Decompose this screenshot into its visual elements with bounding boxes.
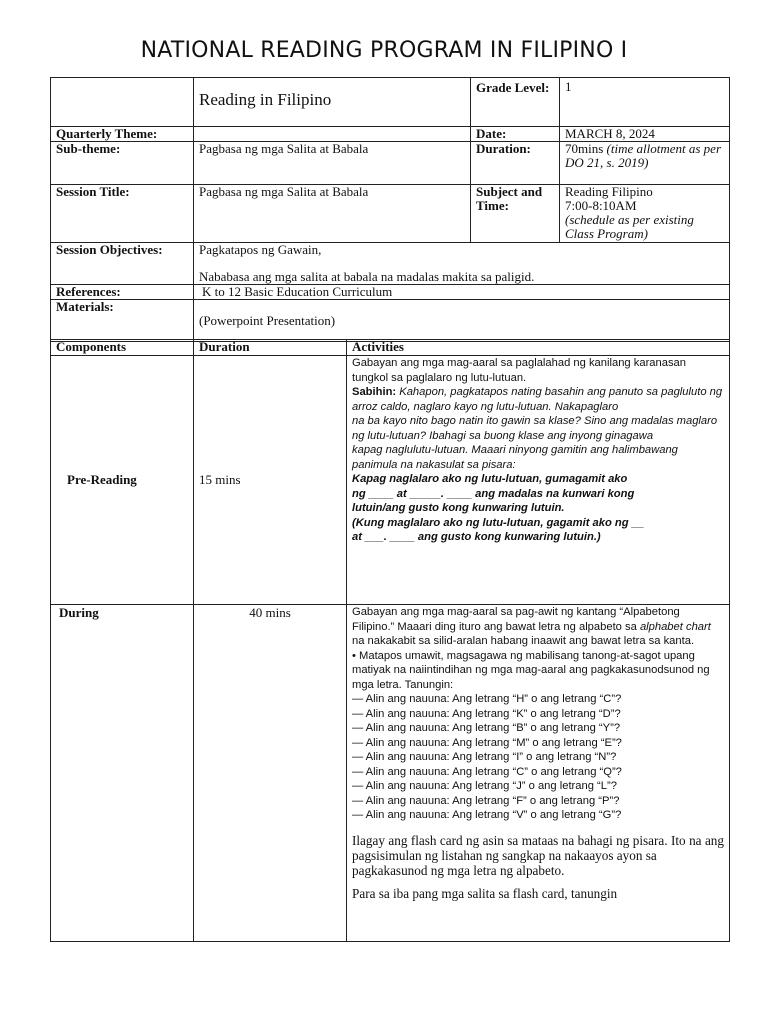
pre-reading-line: Kahapon, pagkatapos nating basahin ang panuto sa pagluluto ng arroz caldo, naglaro kayo ng lutu-lutuan. Nakapaglaro — [352, 386, 723, 413]
pre-reading-line: panimula na nakasulat sa pisara: — [352, 458, 516, 471]
subject-title: Reading in Filipino — [194, 78, 471, 127]
question-item: — Alin ang nauuna: Ang letrang “B” o ang letrang “Y”? — [352, 722, 621, 734]
alphabet-chart-term: alphabet chart — [639, 620, 711, 633]
session-title-value: Pagbasa ng mga Salita at Babala — [194, 185, 471, 243]
pre-reading-component: Pre-Reading — [51, 356, 194, 605]
during-paragraph-3: Ilagay ang flash card ng asin sa mataas na bahagi ng pisara. Ito na ang pagsisimulan ng listahan ng sangkap na nakaayos ayon sa — [352, 832, 724, 863]
subtheme-label: Sub-theme: — [51, 142, 194, 185]
materials-value: (Powerpoint Presentation) — [194, 300, 730, 342]
during-activities — [347, 605, 730, 942]
objectives-line-2: Nababasa ang mga salita at babala na madalas makita sa paligid. — [199, 269, 535, 284]
quarterly-theme-value — [194, 127, 471, 142]
sentence-frame-line: at ___. ____ ang gusto kong kunwaring lutuin.) — [352, 531, 601, 543]
sabihin-label: Sabihin: — [352, 386, 397, 398]
references-value: K to 12 Basic Education Curriculum — [194, 285, 730, 300]
document-title: NATIONAL READING PROGRAM IN FILIPINO I — [140, 38, 628, 63]
time-note: (schedule as per existing Class Program) — [565, 212, 694, 241]
question-item: — Alin ang nauuna: Ang letrang “F” o ang letrang “P”? — [352, 794, 620, 807]
duration-note: (time allotment as per DO 21, s. 2019) — [565, 141, 722, 170]
duration-header: Duration — [194, 340, 347, 356]
pre-reading-line: kapag naglulutu-lutuan. Maaari ninyong gamitin ang halimbawang — [352, 444, 678, 456]
during-duration: 40 mins — [194, 605, 347, 942]
date-label: Date: — [471, 127, 560, 142]
pre-reading-line: tungkol sa paglalaro ng lutu-lutuan. — [352, 371, 527, 384]
time-value: 7:00-8:10AM — [565, 198, 637, 213]
pre-reading-line: na ba kayo nito bago natin ito gawin sa klase? Sino ang madalas maglaro ng lutu-lutuan? Ibahagi sa buong klase ang inyong ginagawa — [352, 415, 718, 442]
components-table — [50, 339, 730, 942]
grade-level-label: Grade Level: — [471, 78, 560, 127]
subtheme-value: Pagbasa ng mga Salita at Babala — [194, 142, 471, 185]
question-item: — Alin ang nauuna: Ang letrang “V” o ang letrang “G”? — [352, 809, 622, 821]
materials-label: Materials: — [51, 300, 194, 342]
duration-value: 70mins — [565, 141, 604, 156]
quarterly-theme-label: Quarterly Theme: — [51, 127, 194, 142]
date-value: MARCH 8, 2024 — [560, 127, 730, 142]
pre-reading-sabihin — [352, 385, 724, 414]
objectives-line-1: Pagkatapos ng Gawain, — [199, 242, 322, 257]
blank-cell — [51, 78, 194, 127]
components-header: Components — [51, 340, 194, 356]
question-item: — Alin ang nauuna: Ang letrang “C” o ang letrang “Q”? — [352, 765, 622, 778]
pre-reading-duration: 15 mins — [194, 356, 347, 605]
during-paragraph-4: Para sa iba pang mga salita sa flash card, tanungin — [352, 885, 618, 901]
duration-label: Duration: — [471, 142, 560, 185]
question-item: — Alin ang nauuna: Ang letrang “J” o ang letrang “L”? — [352, 780, 617, 792]
objectives-label: Session Objectives: — [51, 243, 194, 285]
question-item: — Alin ang nauuna: Ang letrang “K” o ang letrang “D”? — [352, 707, 621, 720]
subject-value: Reading Filipino — [565, 184, 653, 199]
references-label: References: — [51, 285, 194, 300]
question-item: — Alin ang nauuna: Ang letrang “M” o ang letrang “E”? — [352, 736, 622, 749]
sentence-frame-line: Kapag naglalaro ako ng lutu-lutuan, gumagamit ako — [352, 473, 628, 485]
pre-reading-activities — [347, 356, 730, 605]
objectives-cell — [194, 243, 730, 285]
sentence-frame-line: (Kung maglalaro ako ng lutu-lutuan, gagamit ako ng __ — [352, 516, 645, 529]
question-item: — Alin ang nauuna: Ang letrang “H” o ang letrang “C”? — [352, 693, 622, 705]
duration-cell — [560, 142, 730, 185]
during-component: During — [51, 605, 194, 942]
subject-time-cell — [560, 185, 730, 243]
during-paragraph-3b: pagkakasunod ng mga letra ng alpabeto. — [352, 862, 565, 878]
pre-reading-line: Gabayan ang mga mag-aaral sa paglalahad ng kanilang karanasan — [352, 357, 686, 369]
session-title-label: Session Title: — [51, 185, 194, 243]
grade-level-value: 1 — [560, 78, 730, 127]
question-item: — Alin ang nauuna: Ang letrang “I” o ang letrang “N”? — [352, 751, 617, 763]
lesson-header-table — [50, 77, 730, 342]
subject-time-label: Subject and Time: — [471, 185, 560, 243]
sentence-frame-line: ng ____ at _____. ____ ang madalas na kunwari kong — [352, 487, 635, 500]
during-paragraph-1: Gabayan ang mga mag-aaral sa pag-awit ng kantang “Alpabetong Filipino.” Maaari ding ituro ang bawat letra ng alpabeto sa alphabet chart na nakakabit sa silid-aralan habang inaawit ang bawat letra sa kanta. — [352, 606, 711, 647]
during-paragraph-2: • Matapos umawit, magsagawa ng mabilisang tanong-at-sagot upang matiyak na naiintindihan ng mga mag-aaral ang pagkakasunodsunod ng mga letra. Tanungin: — [352, 649, 710, 691]
sentence-frame-line: lutuin/ang gusto kong kunwaring lutuin. — [352, 502, 565, 514]
activities-header: Activities — [347, 340, 730, 356]
